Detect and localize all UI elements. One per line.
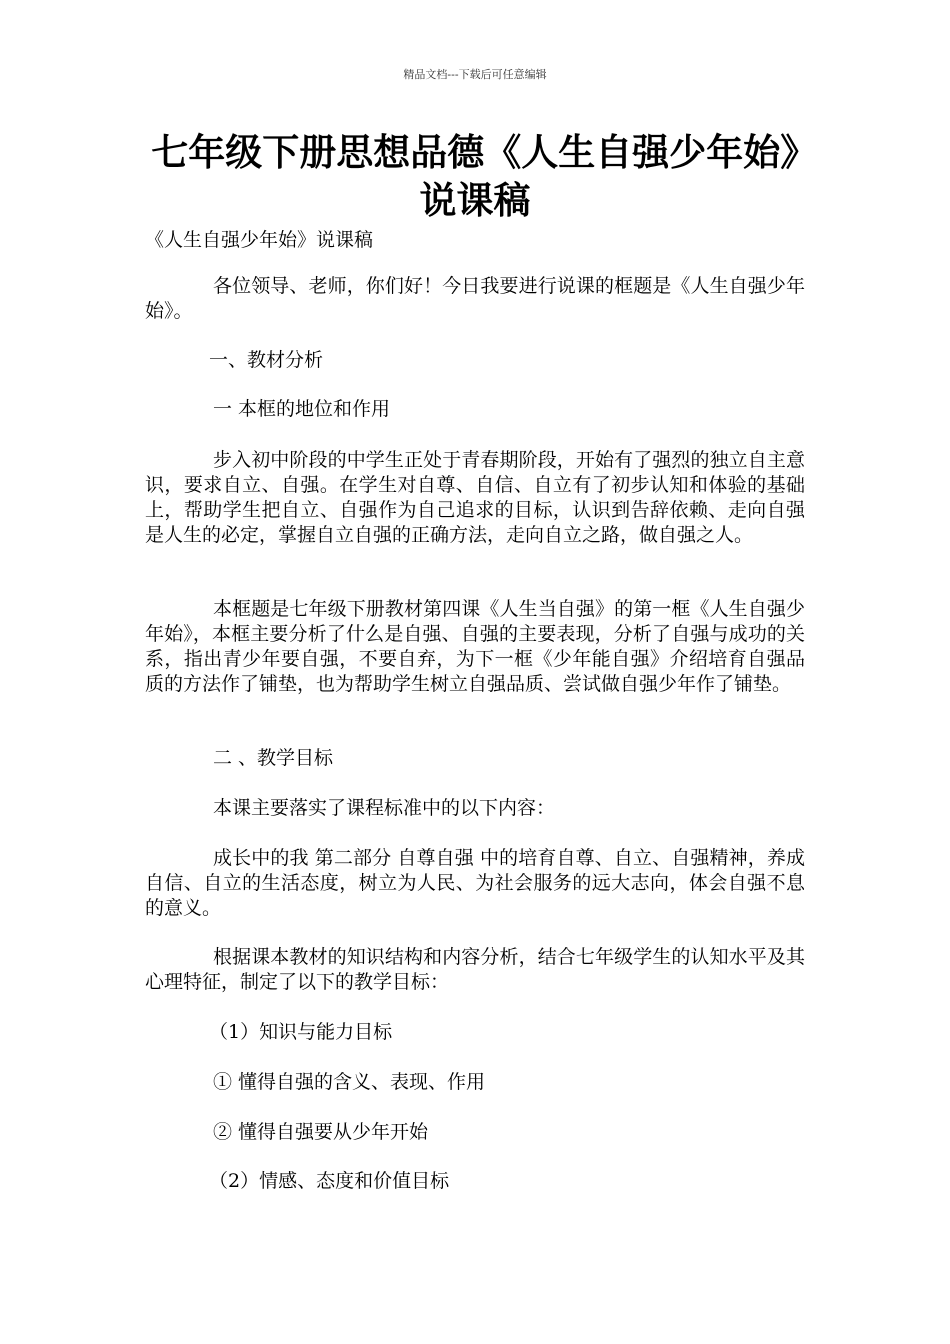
- goal-heading-knowledge: （1）知识与能力目标: [209, 1021, 393, 1043]
- paragraph-goals-intro: 根据课本教材的知识结构和内容分析，结合七年级学生的认知水平及其心理特征，制定了以下的教学目标：: [145, 946, 805, 993]
- paragraph-framework: 本框题是七年级下册教材第四课《人生当自强》的第一框《人生自强少年始》，本框主要分析了什么是自强、自强的主要表现，分析了自强与成功的关系，指出青少年要自强，不要自弃，为下一框《少年能自强》介绍培育自强品质的方法作了铺垫，也为帮助学生树立自强品质、尝试做自强少年作了铺垫。: [145, 598, 805, 695]
- subsection-heading-position: 一 本框的地位和作用: [213, 398, 391, 420]
- greeting-paragraph: 各位领导、老师，你们好！今日我要进行说课的框题是《人生自强少年始》。: [145, 275, 805, 322]
- paragraph-standard-intro: 本课主要落实了课程标准中的以下内容：: [213, 797, 556, 819]
- paragraph-position-role: 步入初中阶段的中学生正处于青春期阶段，开始有了强烈的独立自主意识，要求自立、自强。在学生对自尊、自信、自立有了初步认知和体验的基础上，帮助学生把自立、自强作为自己追求的目标，认识到告辞依赖、走向自强是人生的必定，掌握自立自强的正确方法，走向自立之路，做自强之人。: [145, 449, 805, 546]
- section-heading-textbook-analysis: 一、教材分析: [209, 349, 324, 371]
- paragraph-curriculum-standard: 成长中的我 第二部分 自尊自强 中的培育自尊、自立、自强精神，养成自信、自立的生活态度，树立为人民、为社会服务的远大志向，体会自强不息的意义。: [145, 847, 805, 919]
- document-title: 七年级下册思想品德《人生自强少年始》说课稿: [151, 130, 799, 222]
- goal-item-1: ① 懂得自强的含义、表现、作用: [213, 1071, 486, 1093]
- section-heading-teaching-goals: 二 、教学目标: [213, 747, 334, 769]
- subtitle: 《人生自强少年始》说课稿: [145, 229, 374, 251]
- goal-item-2: ② 懂得自强要从少年开始: [213, 1121, 429, 1143]
- goal-heading-emotion: （2）情感、态度和价值目标: [209, 1170, 450, 1192]
- page-header-note: 精品文档---下载后可任意编辑: [403, 68, 547, 81]
